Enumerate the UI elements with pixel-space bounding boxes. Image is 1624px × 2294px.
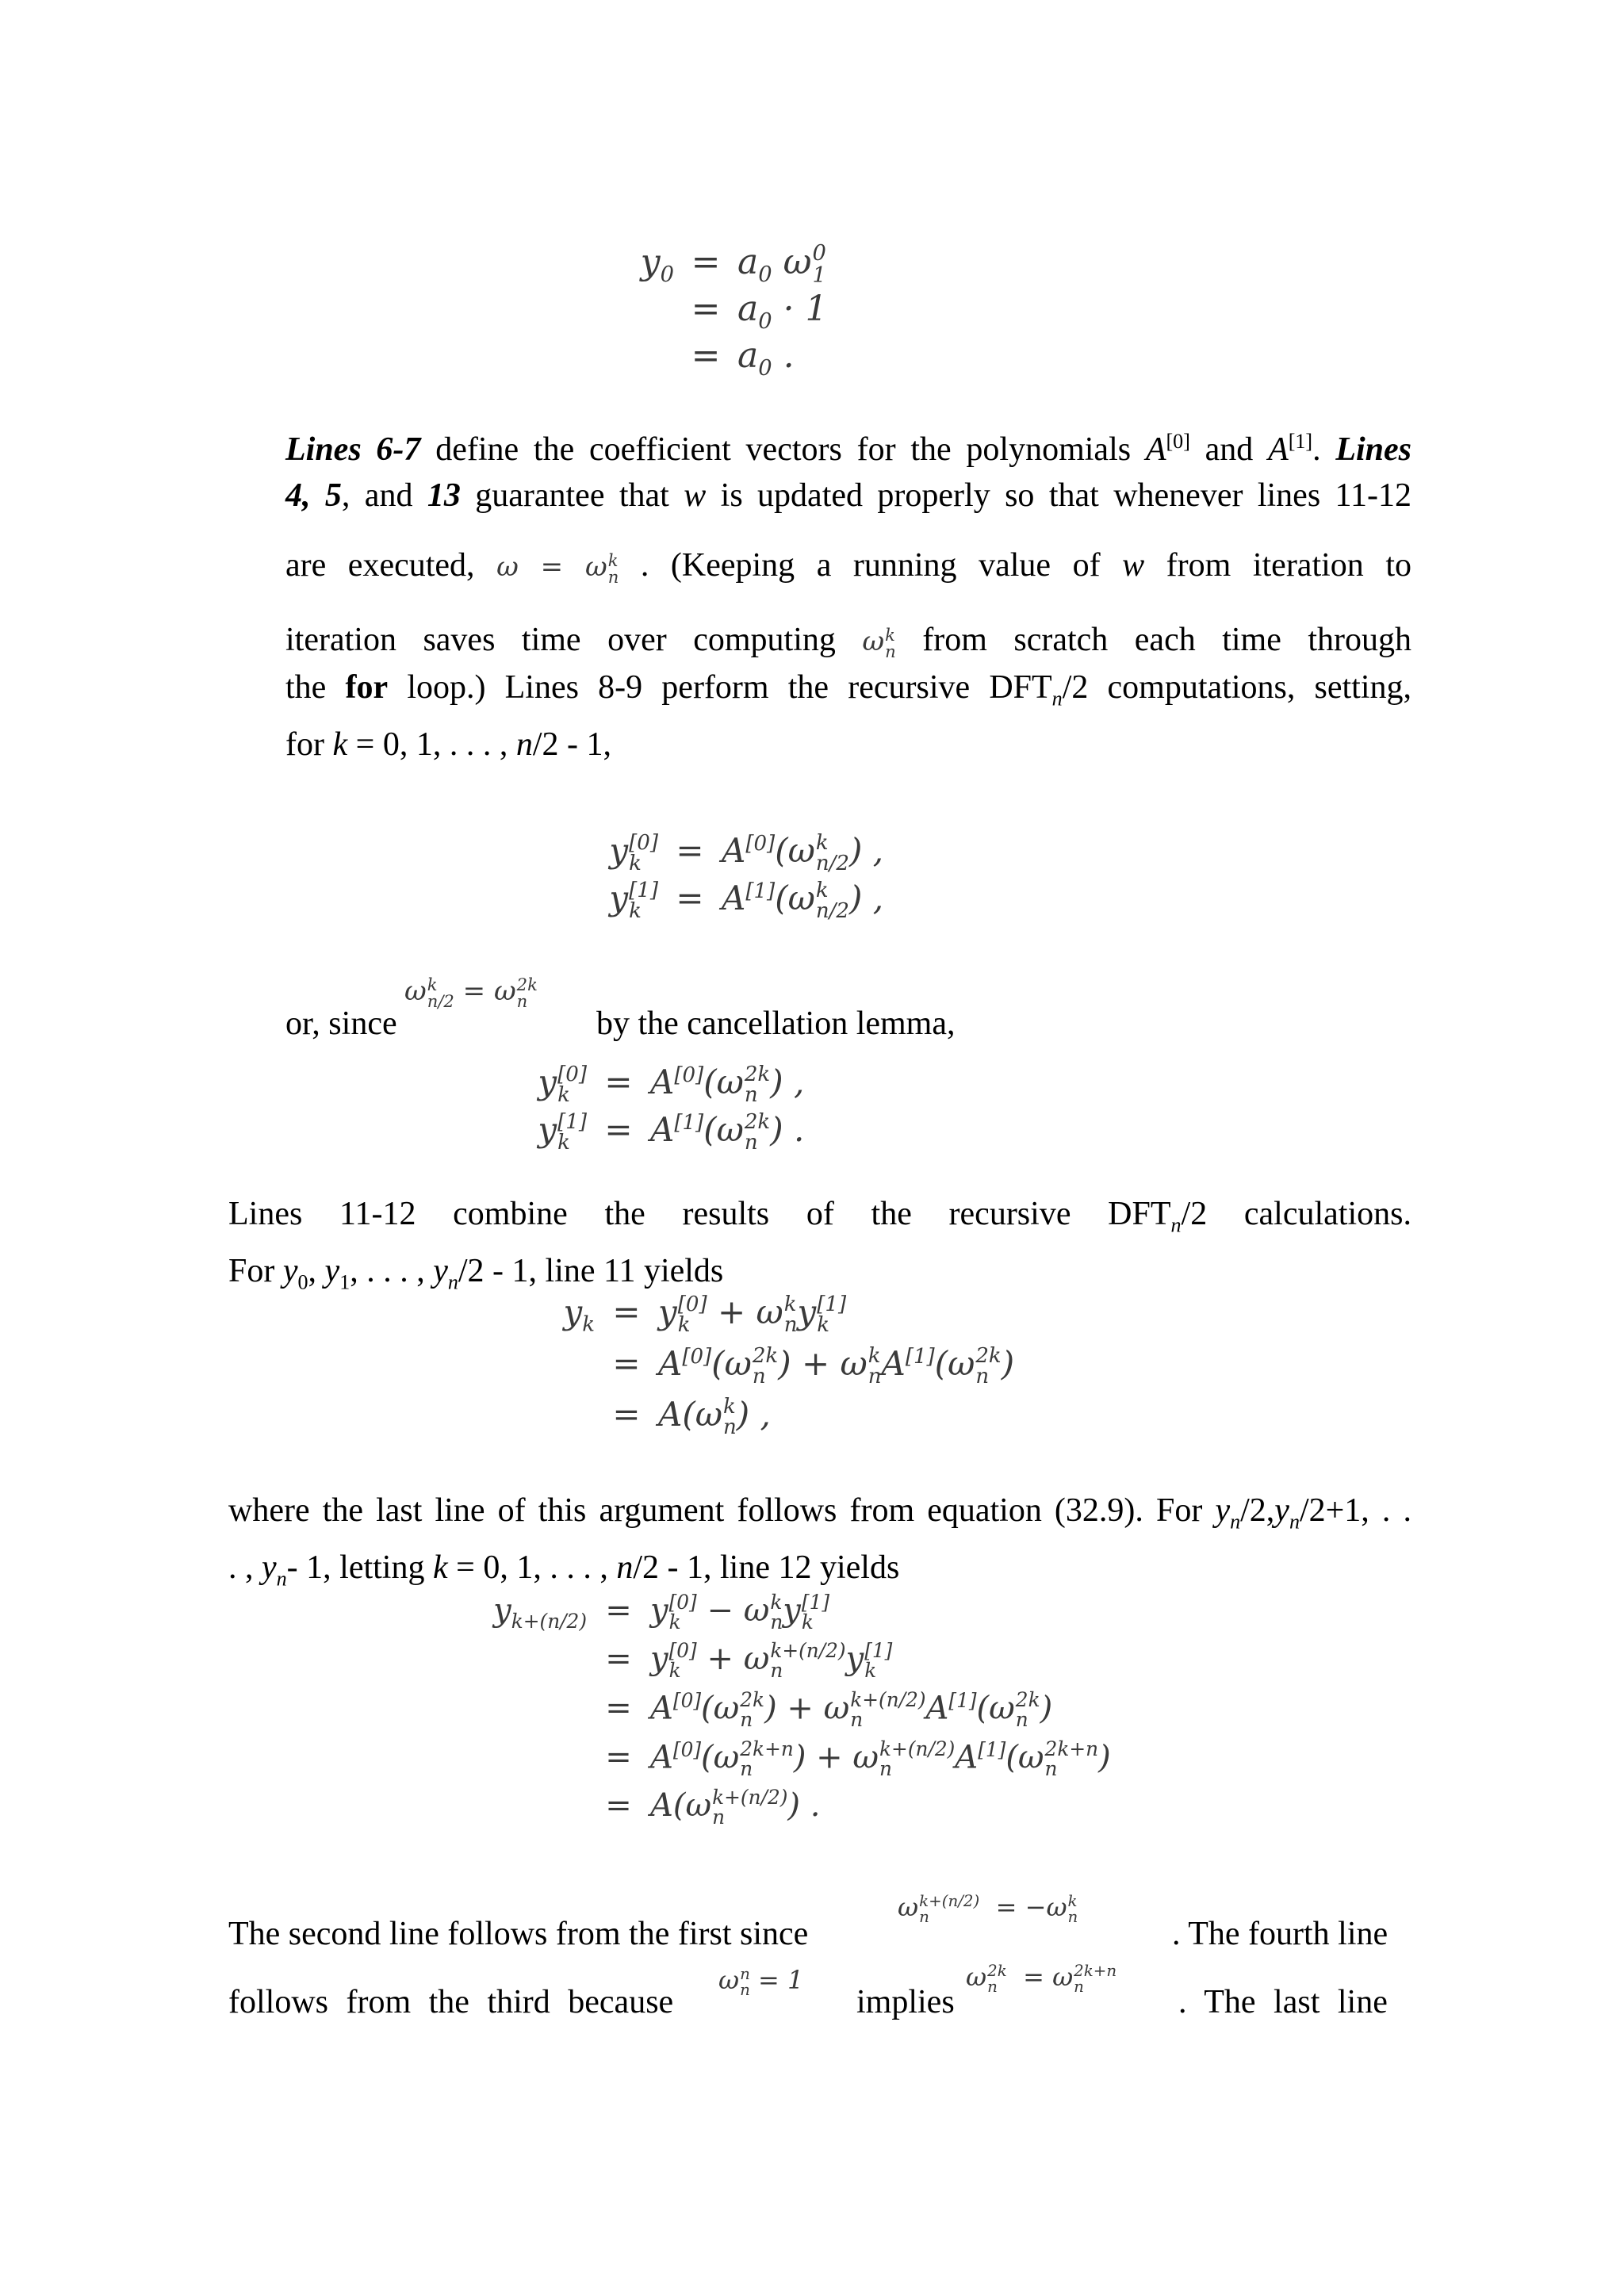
eq-rel: = xyxy=(676,879,704,918)
text-span: . The last line xyxy=(1178,1984,1388,2020)
text-span: are executed, xyxy=(285,547,475,584)
eq-rel: = xyxy=(612,1344,641,1384)
eq-lhs: $y_0$ xyxy=(640,242,674,287)
equation-yk-combine xyxy=(523,1293,1014,1438)
for-keyword: for xyxy=(345,669,389,706)
paragraph-3 xyxy=(228,1488,1411,1603)
para-line: the for loop.) Lines 8-9 perform the recursive $DFT_n/2$ computations, setting, xyxy=(285,669,1412,710)
equation-yk-2k xyxy=(531,1063,804,1153)
eq-rhs: A[0](ω 2k n ) + ω k n A[1](ω 2k n ) xyxy=(658,1344,1015,1389)
text-span: from scratch each time through xyxy=(922,622,1412,658)
eq-lhs: $y_{k+(n/2)}$ xyxy=(493,1592,587,1633)
eq-rhs: y [0] k − ω k n y [1] k xyxy=(650,1591,830,1633)
eq-rel: = xyxy=(691,242,721,282)
math-inline: ω = ω k n xyxy=(496,550,619,587)
lines-ref: Lines 6-7 xyxy=(285,431,421,468)
since-line xyxy=(285,1001,397,1047)
eq-rel: = xyxy=(604,1063,633,1101)
eq-rhs: y [0] k + ω k n y [1] k xyxy=(658,1292,847,1337)
eq-rhs: A[0](ω 2k+n n ) + ω k+(n/2) n A[1](ω 2k+n n ) xyxy=(650,1737,1111,1781)
equation-yk-halves xyxy=(603,830,884,924)
text-span: implies xyxy=(856,1984,955,2020)
para-line: . , $y_n-$ 1, letting k = 0, 1, . . . , n/2 - 1, line 12 yields xyxy=(228,1549,900,1591)
eq-rhs: $a_0$ . xyxy=(737,335,795,381)
eq-rel: = xyxy=(604,1110,633,1150)
paragraph-1 xyxy=(285,419,1411,768)
text-span: . The fourth line xyxy=(1172,1916,1388,1952)
para4-line1-b xyxy=(1172,1911,1388,1957)
eq-rhs: A[1](ω 2k n ) . xyxy=(650,1110,805,1155)
paragraph-2 xyxy=(228,1191,1411,1306)
eq-rhs: $a_0 \cdot 1$ xyxy=(737,288,828,334)
text-span: define the coefficient vectors for the polynomials xyxy=(420,431,1146,468)
eq-lhs: y [0] k xyxy=(609,830,658,875)
eq-rhs: A[1](ω k n/2 ) , xyxy=(722,879,884,924)
para-line: for k = 0, 1, . . . , n/2 - 1, xyxy=(285,726,611,764)
equation-yk-plus-half xyxy=(468,1592,1111,1828)
eq-rel: = xyxy=(612,1395,641,1434)
para-line xyxy=(285,542,1411,590)
eq-rhs: A(ω k+(n/2) n ) . xyxy=(650,1786,821,1829)
para-line: 4, 5, and 13 guarantee that w is updated properly so that whenever lines 11-12 xyxy=(285,477,1411,514)
eq-rel: = xyxy=(605,1641,632,1677)
eq-rel: = xyxy=(605,1690,632,1727)
para-line xyxy=(285,617,1411,664)
eq-rhs: A[0](ω 2k n ) + ω k+(n/2) n A[1](ω 2k n ) xyxy=(650,1688,1053,1732)
eq-rel: = xyxy=(605,1739,632,1776)
para-line: where the last line of this argument follows from equation (32.9). For $y_n/2,y_n/2+1$, . . xyxy=(228,1492,1411,1534)
eq-rhs: A(ω k n ) , xyxy=(658,1395,771,1440)
text-span: the xyxy=(285,669,346,706)
eq-rhs: A[0](ω 2k n ) , xyxy=(650,1062,805,1107)
math-inline: ω n n = 1 xyxy=(718,1964,804,1999)
text-span: follows from the third because xyxy=(228,1984,674,2020)
para4-line1-a xyxy=(228,1911,808,1957)
para4-line2-a xyxy=(228,1979,673,2025)
eq-rel: = xyxy=(612,1293,641,1331)
eq-rel: = xyxy=(605,1592,632,1629)
para-line: For $y_0$, $y_1$, . . . , $y_n/2 - 1$, line 11 yields xyxy=(228,1253,724,1294)
math-inline: ω k n xyxy=(862,624,896,661)
eq-rel: = xyxy=(676,831,704,870)
eq-lhs: y [1] k xyxy=(609,879,658,924)
para-line: Lines 11-12 combine the results of the recursive $DFT_n/2$ calculations. xyxy=(228,1196,1411,1237)
text-span: iteration saves time over computing xyxy=(285,622,836,658)
para4-line2-b xyxy=(1178,1979,1388,2025)
text-span: The second line follows from the first since xyxy=(228,1916,809,1952)
eq-lhs: y [1] k xyxy=(538,1110,587,1155)
text-span: by the cancellation lemma, xyxy=(596,1005,956,1042)
math-inline: ω 2k n = ω 2k+n n xyxy=(966,1961,1117,1996)
eq-rhs: y [0] k + ω k+(n/2) n y [1] k xyxy=(650,1639,893,1682)
para-line: Lines 6-7 define the coefficient vectors for the polynomials A[0] and A[1]. Lines xyxy=(285,430,1412,468)
eq-rel: = xyxy=(691,288,721,329)
math-inline: ω k n/2 = ω 2k n xyxy=(404,974,538,1011)
eq-lhs: $y_k$ xyxy=(563,1293,595,1337)
eq-lhs: y [0] k xyxy=(538,1062,587,1107)
math-inline: ω k+(n/2) n = −ω k n xyxy=(898,1891,1078,1926)
eq-rhs: $a_0$ ω 0 1 xyxy=(737,241,826,288)
eq-rel: = xyxy=(691,335,721,376)
text-span: or, since xyxy=(285,1005,397,1042)
eq-rel: = xyxy=(605,1787,632,1825)
eq-rhs: A[0](ω k n/2 ) , xyxy=(722,830,884,875)
para4-line2-mid xyxy=(856,1979,955,2025)
since-line-tail xyxy=(596,1001,955,1047)
text-span: and xyxy=(1189,431,1269,468)
equation-y0 xyxy=(626,242,828,380)
text-span: . (Keeping a running value of w from iteration to xyxy=(640,547,1411,584)
